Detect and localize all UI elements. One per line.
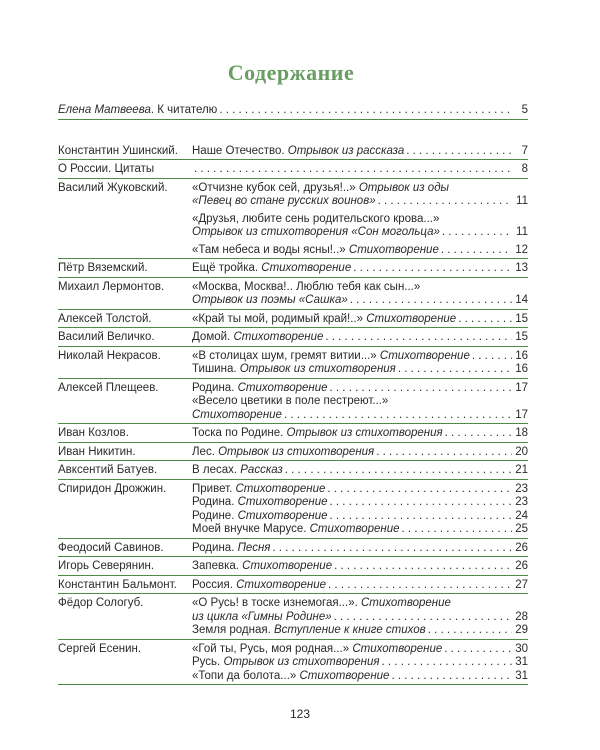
dot-leader	[442, 226, 512, 240]
toc-page-number: 26	[515, 541, 528, 554]
toc-title	[192, 542, 270, 556]
toc-works	[192, 427, 528, 441]
toc-work	[192, 579, 528, 593]
toc-page-number: 31	[515, 669, 528, 682]
toc-works	[192, 446, 528, 460]
toc-subtitle: Стихотворение	[261, 262, 352, 274]
toc-works	[192, 464, 528, 478]
toc-line	[192, 331, 528, 345]
toc-works	[192, 163, 528, 177]
toc-work	[192, 464, 528, 478]
toc-entry	[58, 443, 528, 462]
toc-subtitle: Стихотворение	[379, 349, 470, 362]
toc-page-number: 24	[515, 509, 528, 522]
toc-line	[192, 294, 528, 308]
dot-leader	[402, 523, 512, 537]
toc-title-text: В лесах.	[192, 464, 241, 476]
toc-work	[192, 542, 528, 556]
toc-title	[192, 510, 328, 524]
toc-title	[192, 363, 396, 377]
toc-title	[192, 382, 328, 396]
toc-subtitle: Стихотворение	[237, 381, 328, 394]
toc-page-number: 16	[515, 349, 528, 362]
toc-title	[192, 483, 325, 497]
toc-title	[192, 560, 332, 574]
toc-title-text: «В столицах шум, гремят витии...»	[192, 349, 380, 362]
toc-title	[192, 409, 282, 423]
toc-entry	[58, 539, 528, 558]
page-number: 123	[289, 707, 311, 721]
toc-title	[192, 195, 376, 209]
toc-subtitle: Отрывок из стихотворения	[223, 656, 380, 668]
toc-title-text: «Отчизне кубок сей, друзья!..»	[192, 181, 359, 194]
toc-author: Игорь Северянин.	[58, 560, 155, 572]
toc-line	[192, 464, 528, 478]
toc-works	[192, 182, 528, 258]
toc-title-text: «О Русь! в тоске изнемогая...».	[192, 597, 361, 609]
toc-author: Константин Бальмонт.	[58, 578, 177, 591]
toc-title-text: «Край ты мой, родимый край!..»	[192, 312, 367, 325]
toc-title	[192, 597, 528, 611]
toc-work	[192, 427, 528, 441]
toc-subtitle: Елена Матвеева	[58, 104, 151, 116]
toc-line	[192, 363, 528, 377]
toc-line	[192, 244, 528, 258]
toc-subtitle: Вступление к книге стихов	[274, 624, 426, 636]
toc-line	[192, 643, 528, 657]
toc-page-number: 20	[515, 445, 528, 458]
toc-entry	[58, 101, 528, 120]
toc-title	[192, 244, 439, 258]
toc-page-number: 30	[515, 642, 528, 655]
dot-leader	[441, 244, 512, 258]
toc-works	[192, 262, 528, 276]
toc-work	[192, 244, 528, 258]
toc-page-number: 18	[515, 427, 528, 439]
toc-page-number: 26	[515, 560, 528, 572]
toc-title-text: Родина.	[192, 381, 238, 394]
toc-title	[192, 395, 528, 409]
toc-line	[192, 281, 528, 295]
toc-title-text: Ещё тройка.	[192, 262, 262, 274]
toc-subtitle: Отрывок из поэмы «Сашка»	[192, 294, 348, 306]
toc-line	[192, 409, 528, 423]
dot-leader	[334, 611, 512, 625]
toc-title	[192, 226, 440, 240]
dot-leader	[328, 579, 512, 593]
dot-leader	[330, 510, 512, 524]
toc-author: Константин Ушинский.	[58, 144, 178, 157]
toc-work	[192, 670, 528, 684]
toc-title-text: Земля родная.	[192, 624, 274, 636]
dot-leader	[285, 464, 512, 478]
dot-leader	[330, 496, 512, 510]
toc-line	[192, 670, 528, 684]
toc-page-number: 31	[515, 656, 528, 668]
dot-leader	[376, 446, 512, 460]
toc-title	[192, 331, 323, 345]
toc-author: О России. Цитаты	[58, 163, 155, 175]
toc-title	[192, 213, 528, 227]
toc-author: Пётр Вяземский.	[58, 262, 148, 274]
toc-author: Иван Никитин.	[58, 445, 136, 458]
dot-leader	[378, 195, 512, 209]
toc-title-text: Родине.	[192, 509, 238, 522]
toc-page-number: 29	[515, 624, 528, 636]
toc-subtitle: Стихотворение	[233, 331, 324, 343]
toc-title-text: «Там небеса и воды ясны!..»	[192, 243, 349, 256]
dot-leader	[444, 643, 512, 657]
toc-entry	[58, 259, 528, 278]
toc-subtitle: Стихотворение	[237, 509, 328, 522]
toc-entry	[58, 379, 528, 425]
toc-work	[192, 331, 528, 345]
dot-leader	[391, 670, 512, 684]
toc-author: Василий Жуковский.	[58, 181, 168, 194]
toc-line	[192, 446, 528, 460]
toc-entry	[58, 557, 528, 576]
dot-leader	[472, 350, 512, 364]
toc-works	[192, 382, 528, 423]
toc-works	[192, 483, 528, 537]
toc-author: Василий Величко.	[58, 331, 155, 343]
toc-subtitle: Отрывок из стихотворения «Сон могольца»	[192, 226, 440, 238]
toc-title	[192, 145, 404, 159]
toc-subtitle: Стихотворение	[235, 482, 326, 495]
toc-title	[192, 427, 443, 441]
toc-author: Феодосий Савинов.	[58, 541, 164, 554]
toc-page-number: 27	[515, 578, 528, 591]
toc-page-number: 17	[515, 381, 528, 394]
toc-subtitle: Стихотворение	[237, 496, 328, 508]
toc-line	[192, 395, 528, 409]
toc-line	[192, 195, 528, 209]
toc-line	[192, 510, 528, 524]
toc-works	[58, 104, 528, 118]
toc-title	[192, 350, 470, 364]
toc-author: Алексей Плещеев.	[58, 381, 159, 394]
toc-subtitle: Стихотворение	[352, 642, 443, 655]
toc-work	[192, 350, 528, 364]
toc-work	[192, 395, 528, 422]
toc-line	[192, 542, 528, 556]
toc-title-text: «Друзья, любите сень родительского крова...»	[192, 212, 440, 225]
toc-page-number: 14	[515, 294, 528, 306]
dot-leader	[445, 427, 512, 441]
toc-author: Спиридон Дрожжин.	[58, 482, 167, 495]
toc-title-text: Тоска по Родине.	[192, 427, 287, 439]
toc-line	[192, 427, 528, 441]
dot-leader	[458, 313, 512, 327]
toc-line	[192, 597, 528, 611]
toc-subtitle: Стихотворение	[360, 597, 451, 609]
toc-title-text: Русь.	[192, 656, 224, 668]
toc-work	[192, 446, 528, 460]
toc-entry	[58, 424, 528, 443]
toc-work	[192, 483, 528, 497]
toc-line	[192, 213, 528, 227]
toc-work	[192, 262, 528, 276]
toc-work	[192, 313, 528, 327]
toc-title-text: Наше Отечество.	[192, 144, 288, 157]
toc-page-number: 21	[515, 464, 528, 476]
toc-work	[192, 643, 528, 657]
toc-work	[192, 281, 528, 308]
toc-page-number: 15	[515, 331, 528, 343]
toc-entry	[58, 160, 528, 179]
toc-title-text: Лес.	[192, 445, 219, 458]
toc-works	[192, 542, 528, 556]
toc-line	[192, 560, 528, 574]
toc-author: Сергей Есенин.	[58, 642, 142, 655]
toc-works	[192, 281, 528, 308]
toc-title	[192, 464, 283, 478]
toc-subtitle: Стихотворение	[192, 408, 282, 421]
toc-entry	[58, 328, 528, 347]
toc-title-text: Родина.	[192, 541, 238, 554]
toc-page-number: 16	[515, 363, 528, 375]
toc-title-text: Россия.	[192, 578, 237, 591]
toc-line	[192, 313, 528, 327]
toc-entry	[58, 278, 528, 310]
toc-page-number: 5	[521, 104, 528, 116]
toc-subtitle: Стихотворение	[299, 669, 390, 682]
toc-line	[192, 163, 528, 177]
toc-title	[192, 624, 426, 638]
toc-works	[192, 579, 528, 593]
toc-work	[192, 523, 528, 537]
toc-work	[192, 363, 528, 377]
toc-subtitle: Отрывок из рассказа	[287, 144, 405, 157]
toc-work	[192, 182, 528, 209]
toc-works	[192, 331, 528, 345]
toc-title	[192, 670, 389, 684]
toc-title-text: Родина.	[192, 496, 238, 508]
toc-entry	[58, 179, 528, 260]
toc-author: Николай Некрасов.	[58, 349, 161, 362]
toc-line	[58, 104, 528, 118]
toc-line	[192, 496, 528, 510]
dot-leader	[272, 542, 512, 556]
toc-author: Михаил Лермонтов.	[58, 280, 165, 293]
toc-line	[192, 624, 528, 638]
toc-page-number: 23	[515, 482, 528, 495]
dot-leader	[194, 163, 512, 177]
toc-subtitle: Стихотворение	[309, 523, 400, 535]
toc-title-text: Запевка.	[192, 560, 243, 572]
toc-subtitle: «Певец во стане русских воинов»	[192, 195, 376, 207]
dot-leader	[382, 656, 512, 670]
toc-page-number: 28	[515, 610, 528, 623]
toc-entry	[58, 461, 528, 480]
toc-title-text: «Гой ты, Русь, моя родная...»	[192, 642, 353, 655]
toc-page-number: 11	[516, 195, 528, 207]
toc-subtitle: из цикла «Гимны Родине»	[192, 610, 332, 623]
toc-works	[192, 145, 528, 159]
toc-work	[192, 656, 528, 670]
toc-work	[192, 624, 528, 638]
toc-subtitle: Песня	[237, 541, 271, 554]
toc-works	[192, 560, 528, 574]
toc-title-text: Привет.	[192, 482, 236, 495]
toc-works	[192, 643, 528, 684]
toc-line	[192, 483, 528, 497]
toc-work	[192, 382, 528, 396]
toc-line	[192, 145, 528, 159]
toc-line	[192, 382, 528, 396]
page-title: Содержание	[227, 60, 355, 85]
toc-title-text: . К читателю	[150, 104, 218, 116]
toc-entry	[58, 640, 528, 686]
toc-work	[192, 496, 528, 510]
toc-line	[192, 262, 528, 276]
toc-title	[192, 182, 528, 196]
toc-title-text: Тишина.	[192, 363, 240, 375]
toc-title	[192, 656, 380, 670]
toc-works	[192, 350, 528, 377]
toc-work	[192, 213, 528, 240]
toc-page-number: 12	[515, 243, 528, 256]
toc-entry	[58, 576, 528, 595]
toc-title	[192, 294, 348, 308]
toc-page-number: 13	[515, 262, 528, 274]
toc-page-number: 11	[516, 226, 528, 238]
toc-title	[192, 281, 528, 295]
toc-entry	[58, 347, 528, 379]
toc-subtitle: Отрывок из стихотворения	[286, 427, 443, 439]
toc-works	[192, 597, 528, 638]
toc-line	[192, 182, 528, 196]
toc-title-text: «Москва, Москва!.. Люблю тебя как сын...»	[192, 280, 421, 293]
dot-leader	[350, 294, 512, 308]
toc-work	[58, 104, 528, 118]
dot-leader	[398, 363, 512, 377]
toc-title-text: «Топи да болота...»	[192, 669, 300, 682]
dot-leader	[353, 262, 512, 276]
toc-line	[192, 611, 528, 625]
toc-author: Авксентий Батуев.	[58, 464, 158, 476]
dot-leader	[325, 331, 512, 345]
table-of-contents	[58, 101, 528, 685]
dot-leader	[334, 560, 512, 574]
toc-subtitle: Отрывок из стихотворения	[218, 445, 375, 458]
dot-leader	[428, 624, 512, 638]
toc-title-text: Домой.	[192, 331, 234, 343]
toc-author: Фёдор Сологуб.	[58, 597, 144, 609]
dot-leader	[219, 104, 512, 118]
toc-title	[192, 643, 442, 657]
toc-entry	[58, 142, 528, 161]
toc-page-number: 15	[515, 312, 528, 325]
toc-title	[192, 579, 326, 593]
toc-subtitle: Стихотворение	[242, 560, 333, 572]
dot-leader	[406, 145, 512, 159]
toc-title	[192, 611, 332, 625]
toc-line	[192, 656, 528, 670]
toc-line	[192, 523, 528, 537]
toc-work	[192, 163, 528, 177]
toc-title	[192, 446, 374, 460]
toc-page-number: 8	[521, 163, 528, 175]
toc-page-number: 23	[515, 496, 528, 508]
toc-title	[192, 523, 400, 537]
toc-subtitle: Отрывок из оды	[358, 181, 450, 194]
toc-title	[192, 496, 328, 510]
toc-title	[192, 313, 456, 327]
toc-work	[192, 145, 528, 159]
toc-entry	[58, 310, 528, 329]
toc-subtitle: Стихотворение	[366, 312, 457, 325]
toc-work	[192, 510, 528, 524]
toc-work	[192, 597, 528, 624]
toc-works	[192, 313, 528, 327]
toc-page-number: 17	[515, 408, 528, 421]
dot-leader	[327, 483, 512, 497]
toc-subtitle: Отрывок из стихотворения	[239, 363, 396, 375]
toc-title-text: «Весело цветики в поле пестреют...»	[192, 395, 389, 407]
toc-title-text: Моей внучке Марусе.	[192, 523, 310, 535]
toc-title	[192, 262, 351, 276]
toc-author: Алексей Толстой.	[58, 312, 152, 325]
toc-line	[192, 350, 528, 364]
toc-subtitle: Стихотворение	[236, 578, 327, 591]
toc-title	[58, 104, 217, 118]
toc-author: Иван Козлов.	[58, 427, 129, 439]
toc-entry	[58, 594, 528, 640]
toc-line	[192, 579, 528, 593]
toc-line	[192, 226, 528, 240]
dot-leader	[330, 382, 512, 396]
toc-subtitle: Рассказ	[240, 464, 283, 476]
toc-subtitle: Стихотворение	[348, 243, 439, 256]
dot-leader	[284, 409, 512, 423]
toc-page-number: 25	[515, 523, 528, 535]
toc-work	[192, 560, 528, 574]
toc-page-number: 7	[521, 144, 528, 157]
toc-entry	[58, 480, 528, 539]
